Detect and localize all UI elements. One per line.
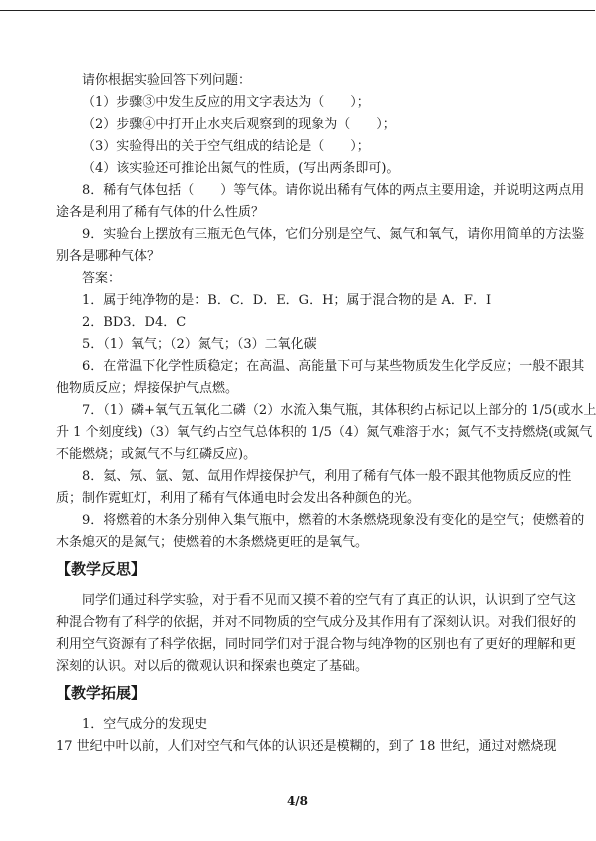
- text-line: 种混合物有了科学的依据，并对不同物质的空气成分及其作用有了深刻认识。对我们很好的: [56, 615, 577, 630]
- text-line: 不能燃烧；或氮气不与红磷反应)。: [56, 447, 257, 462]
- text-line: 请你根据实验回答下列问题：: [82, 73, 252, 88]
- top-rule: [0, 10, 595, 11]
- text-line: （2）步骤④中打开止水夹后观察到的现象为（ ）；: [82, 117, 396, 132]
- page-number: 4/8: [286, 794, 309, 808]
- text-line: 9．将燃着的木条分别伸入集气瓶中，燃着的木条燃烧现象没有变化的是空气；使燃着的: [82, 513, 585, 528]
- text-line: 1．属于纯净物的是：B．C．D．E．G．H；属于混合物的是 A．F．I: [82, 293, 492, 308]
- text-line: 答案：: [82, 271, 122, 286]
- text-line: （1）步骤③中发生反应的用文字表达为（ ）；: [82, 95, 370, 110]
- text-line: 6．在常温下化学性质稳定；在高温、高能量下可与某些物质发生化学反应；一般不跟其: [82, 359, 585, 374]
- text-line: 8．稀有气体包括（ ）等气体。请你说出稀有气体的两点主要用途，并说明这两点用: [82, 183, 585, 198]
- text-line: 升 1 个刻度线)（3）氧气约占空气总体积的 1/5（4）氮气难溶于水；氮气不支持燃烧(或氮气: [56, 425, 593, 440]
- text-line: 木条熄灭的是氮气；使燃着的木条燃烧更旺的是氧气。: [56, 535, 369, 550]
- text-line: 8．氦、氖、氩、氪、氙用作焊接保护气，利用了稀有气体一般不跟其他物质反应的性: [82, 469, 572, 484]
- text-line: 深刻的认识。对以后的微观认识和探索也奠定了基础。: [56, 659, 369, 674]
- text-line: 他物质反应；焊接保护气点燃。: [56, 381, 239, 396]
- text-line: 5．（1）氧气；（2）氮气；（3）二氧化碳: [82, 337, 317, 352]
- text-line: 7．（1）磷+氧气五氧化二磷（2）水流入集气瓶，其体积约占标记以上部分的 1/5(或水上: [82, 403, 596, 418]
- text-line: （3）实验得出的关于空气组成的结论是（ ）；: [82, 139, 370, 154]
- document-body: [56, 70, 596, 758]
- text-line: 17 世纪中叶以前，人们对空气和气体的认识还是模糊的，到了 18 世纪，通过对燃烧现: [56, 739, 557, 754]
- section-heading-reflection: 【教学反思】: [56, 560, 147, 578]
- text-line: 质；制作霓虹灯，利用了稀有气体通电时会发出各种颜色的光。: [56, 491, 421, 506]
- text-line: 1．空气成分的发现史: [82, 717, 208, 732]
- text-line: 别各是哪种气体？: [56, 249, 161, 264]
- text-line: （4）该实验还可推论出氮气的性质，(写出两条即可)。: [82, 161, 400, 176]
- text-line: 途各是利用了稀有气体的什么性质？: [56, 205, 265, 220]
- text-line: 同学们通过科学实验，对于看不见而又摸不着的空气有了真正的认识，认识到了空气这: [82, 593, 577, 608]
- section-heading-extension: 【教学拓展】: [56, 684, 147, 702]
- text-line: 2．BD3．D4．C: [82, 315, 187, 330]
- text-line: 利用空气资源有了科学依据，同时同学们对于混合物与纯净物的区别也有了更好的理解和更: [56, 637, 577, 652]
- text-line: 9．实验台上摆放有三瓶无色气体，它们分别是空气、氮气和氧气，请你用简单的方法鉴: [82, 227, 585, 242]
